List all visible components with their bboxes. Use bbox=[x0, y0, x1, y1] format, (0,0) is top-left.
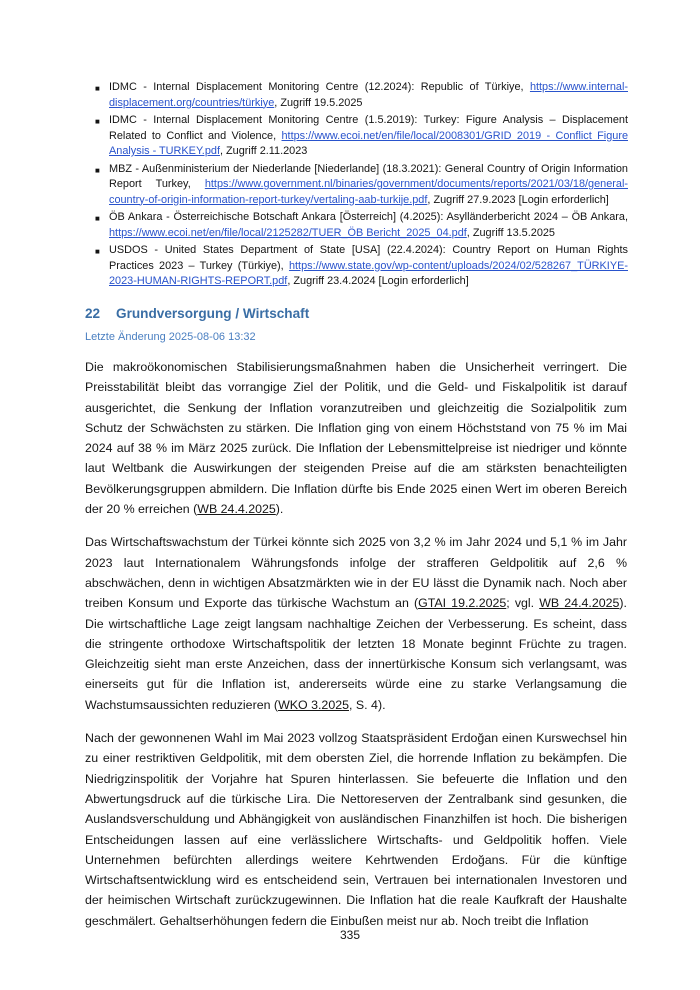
section-title: Grundversorgung / Wirtschaft bbox=[116, 306, 310, 321]
source-entry bbox=[109, 163, 628, 206]
body-paragraph bbox=[85, 532, 627, 715]
last-change-note: Letzte Änderung 2025-08-06 13:32 bbox=[85, 331, 256, 343]
section-heading bbox=[85, 306, 627, 321]
text-run: Die makroökonomischen Stabilisierungsmaßnahmen haben die Unsicherheit verringert. Die Preisstabilität bleibt das vorrangige Ziel der Politik, und die Geld- und Fiskalpolitik ist darauf ausgerichtet, die Senkung der Inflation voranzutreiben und gleichzeitig die Sozialpolitik zum Schutz der Schwächsten zu stärken. Die Inflation ging von einem Höchststand von 75 % im Mai 2024 auf 38 % im März 2025 zurück. Die Inflation der Lebensmittelpreise ist niedriger und könnte laut Weltbank die Auswirkungen der steigenden Preise auf die am stärksten benachteiligten Bevölkerungsgruppen abmildern. Die Inflation dürfte bis Ende 2025 einen Wert im oberen Bereich der 20 % erreichen ( bbox=[85, 360, 627, 517]
bullet-icon: ■ bbox=[95, 247, 100, 256]
source-entry bbox=[109, 81, 628, 109]
source-reference-link[interactable]: WB 24.4.2025 bbox=[539, 596, 620, 611]
hyperlink[interactable]: https://www.state.gov/wp-content/uploads/2024/02/528267_TÜRKIYE-2023-HUMAN-RIGHTS-REPORT.pdf bbox=[109, 259, 628, 287]
text-run: , Zugriff 19.5.2025 bbox=[274, 96, 363, 109]
source-reference-link[interactable]: WKO 3.2025 bbox=[278, 697, 350, 712]
text-run: ; vgl. bbox=[506, 596, 540, 611]
body-text bbox=[85, 357, 627, 944]
bullet-icon: ■ bbox=[95, 165, 100, 175]
source-entry bbox=[109, 114, 628, 157]
text-run: ). bbox=[275, 502, 284, 517]
text-run: , Zugriff 13.5.2025 bbox=[466, 226, 555, 239]
source-list-item bbox=[95, 80, 628, 111]
source-list-item bbox=[95, 210, 628, 241]
text-run: ÖB Ankara - Österreichische Botschaft Ankara [Österreich] (4.2025): Asylländerbericht 2024 – ÖB Ankara, bbox=[109, 211, 628, 223]
text-run: ). Die wirtschaftliche Lage zeigt langsam nachhaltige Zeichen der Verbesserung. Es scheint, dass die stringente orthodoxe Wirtschaftspolitik der letzten 18 Monate beginnt Früchte zu tragen. Gleichzeitig sieht man erste Anzeichen, dass der innertürkische Konsum sich verlangsamt, was einerseits gut für die Inflation ist, andererseits würde eine zu starke Verlangsamung die Wachstumsaussichten reduzieren ( bbox=[85, 596, 627, 712]
text-run: , Zugriff 27.9.2023 [Login erforderlich] bbox=[427, 193, 609, 206]
text-run: USDOS - United States Department of State [USA] (22.4.2024): Country Report on Human Rights Practices 2023 – Turkey (Türkiye), bbox=[109, 244, 628, 272]
bullet-icon: ■ bbox=[95, 214, 100, 223]
hyperlink[interactable]: https://www.government.nl/binaries/government/documents/reports/2021/03/18/general-country-of-origin-information-report-turkey/vertaling-aab-turkije.pdf bbox=[109, 178, 628, 206]
source-list-item bbox=[95, 243, 628, 290]
source-entry bbox=[109, 244, 628, 287]
body-paragraph bbox=[85, 728, 627, 931]
text-run: Nach der gewonnenen Wahl im Mai 2023 vollzog Staatspräsident Erdoğan einen Kurswechsel hin zu einer restriktiven Geldpolitik, mit dem obersten Ziel, die horrende Inflation zu bekämpfen. Die Niedrigzinspolitik der Vorjahre hat Spuren hinterlassen. Sie befeuerte die Inflation und den Abwertungsdruck auf die türkische Lira. Die Nettoreserven der Zentralbank sind gesunken, die Auslandsverschuldung und Abhängigkeit von ausländischen Finanzhilfen ist hoch. Die bisherigen Entscheidungen lassen auf eine verlässlichere Wirtschafts- und Geldpolitik hoffen. Viele Unternehmen befürchten allerdings weitere Kehrtwenden Erdoğans. Für die künftige Wirtschaftsentwicklung wird es entscheidend sein, Vertrauen bei internationalen Investoren und der heimischen Wirtschaft zurückzugewinnen. Die Inflation hat die reale Kaufkraft der Haushalte geschmälert. Gehaltserhöhungen federn die Einbußen meist nur ab. Noch treibt die Inflation bbox=[85, 731, 627, 928]
source-list-item bbox=[95, 162, 628, 209]
text-run: , Zugriff 2.11.2023 bbox=[219, 145, 308, 157]
bullet-icon: ■ bbox=[95, 84, 100, 93]
page-number: 335 bbox=[339, 928, 361, 942]
text-run: Das Wirtschaftswachstum der Türkei könnte sich 2025 von 3,2 % im Jahr 2024 und 5,1 % im Jahr 2023 laut Internationalem Währungsfonds infolge der strafferen Geldpolitik auf 2,6 % abschwächen, denn in wichtigen Absatzmärkten wie in der EU lässt die Dynamik nach. Noch aber treiben Konsum und Exporte das türkische Wachstum an ( bbox=[85, 535, 627, 611]
body-paragraph bbox=[85, 357, 627, 519]
text-run: IDMC - Internal Displacement Monitoring Centre (1.5.2019): Turkey: Figure Analysis – Displacement Related to Conflict and Violence, bbox=[109, 114, 628, 142]
bullet-icon: ■ bbox=[95, 117, 100, 126]
hyperlink[interactable]: https://www.internal-displacement.org/countries/türkiye bbox=[109, 81, 628, 109]
source-entry bbox=[109, 211, 628, 239]
source-list-item bbox=[95, 113, 628, 160]
hyperlink[interactable]: https://www.ecoi.net/en/file/local/2008301/GRID 2019 - Conflict Figure Analysis - TURKEY.pdf bbox=[109, 129, 628, 157]
text-run: , Zugriff 23.4.2024 [Login erforderlich] bbox=[287, 275, 469, 287]
text-run: MBZ - Außenministerium der Niederlande [Niederlande] (18.3.2021): General Country of Origin Information Report Turkey, bbox=[109, 162, 628, 190]
source-list bbox=[95, 80, 628, 292]
text-run: IDMC - Internal Displacement Monitoring Centre (12.2024): Republic of Türkiye, bbox=[109, 81, 530, 93]
source-reference-link[interactable]: GTAI 19.2.2025 bbox=[418, 596, 507, 611]
section-number: 22 bbox=[85, 306, 101, 321]
text-run: , S. 4). bbox=[349, 697, 386, 712]
hyperlink[interactable]: https://www.ecoi.net/en/file/local/2125282/TUER_ÖB Bericht_2025_04.pdf bbox=[109, 226, 467, 239]
source-reference-link[interactable]: WB 24.4.2025 bbox=[197, 502, 276, 517]
